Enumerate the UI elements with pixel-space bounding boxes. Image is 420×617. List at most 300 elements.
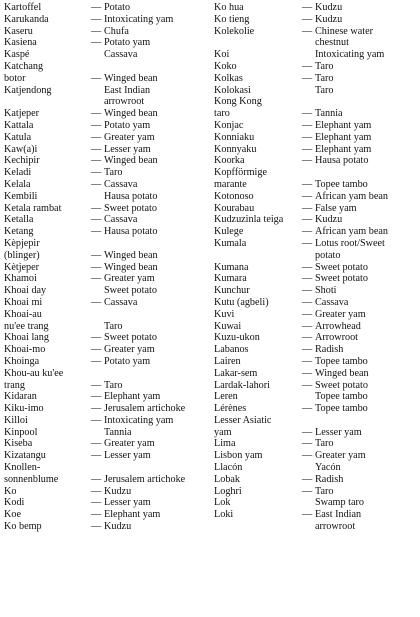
entry-term: Lakar-sem xyxy=(214,367,258,379)
entry-dash: — xyxy=(91,119,102,131)
glossary-entry xyxy=(214,191,418,203)
glossary-entry xyxy=(4,37,212,49)
entry-term: Keladi xyxy=(4,167,32,179)
entry-meaning: Elephant yam xyxy=(315,119,372,131)
entry-term: Kinpool xyxy=(4,426,38,438)
glossary-entry xyxy=(214,61,418,73)
entry-dash: — xyxy=(302,60,313,72)
entry-meaning: Tannia xyxy=(315,108,343,120)
glossary-entry xyxy=(4,521,212,533)
entry-dash: — xyxy=(302,72,313,84)
right-column xyxy=(214,2,418,533)
glossary-entry xyxy=(214,132,418,144)
entry-meaning: Arrowhead xyxy=(315,320,361,332)
entry-term: Kumala xyxy=(214,237,247,249)
entry-meaning: Taro xyxy=(315,84,334,96)
entry-meaning: Shoti xyxy=(315,285,337,297)
entry-meaning: Winged bean xyxy=(104,155,158,167)
entry-meaning: Cassava xyxy=(104,296,138,308)
entry-term: sonnenblume xyxy=(4,473,59,485)
entry-dash: — xyxy=(302,450,313,462)
entry-meaning: Chinese water xyxy=(315,25,373,37)
entry-meaning: African yam bean xyxy=(315,190,388,202)
glossary-entry xyxy=(4,427,212,439)
entry-dash: — xyxy=(302,355,313,367)
entry-dash: — xyxy=(302,308,313,320)
entry-term: nu'ee trang xyxy=(4,320,49,332)
glossary-entry xyxy=(4,179,212,191)
entry-term: Koe xyxy=(4,509,21,521)
entry-term: Koi xyxy=(214,49,230,61)
entry-dash: — xyxy=(91,72,102,84)
entry-term: yam xyxy=(214,426,232,438)
entry-term: Konniaku xyxy=(214,131,255,143)
entry-meaning: Potato yam xyxy=(104,119,151,131)
entry-term: Kaspé xyxy=(4,49,30,61)
entry-term: Khoinga xyxy=(4,355,40,367)
entry-term: Ketang xyxy=(4,226,34,238)
entry-meaning: Topee tambo xyxy=(315,391,368,403)
entry-meaning: Taro xyxy=(315,438,334,450)
glossary-entry xyxy=(4,108,212,120)
glossary-entry xyxy=(4,450,212,462)
entry-term: Llacón xyxy=(214,462,243,474)
glossary-entry xyxy=(4,132,212,144)
entry-meaning: East Indian xyxy=(315,509,362,521)
glossary-entry xyxy=(214,144,418,156)
entry-term: Ko tieng xyxy=(214,13,250,25)
glossary-entry xyxy=(214,403,418,415)
entry-dash: — xyxy=(91,13,102,25)
entry-meaning: Hausa potato xyxy=(104,226,158,238)
entry-meaning: Yacón xyxy=(315,462,341,474)
glossary-entry xyxy=(4,120,212,132)
entry-meaning: Hausa potato xyxy=(315,155,369,167)
entry-term: Koko xyxy=(214,60,237,72)
glossary-entry xyxy=(214,380,418,392)
entry-meaning: Potato yam xyxy=(104,355,151,367)
glossary-entry xyxy=(4,214,212,226)
entry-meaning: Taro xyxy=(315,72,334,84)
entry-dash: — xyxy=(91,155,102,167)
entry-meaning: Taro xyxy=(104,167,123,179)
entry-meaning: Lesser yam xyxy=(104,143,151,155)
entry-meaning: Sweet potato xyxy=(315,273,368,285)
entry-term: Kartoffel xyxy=(4,2,42,13)
entry-term: Khoai day xyxy=(4,285,47,297)
entry-dash: — xyxy=(91,379,102,391)
entry-meaning: Potato yam xyxy=(104,37,151,49)
entry-term: Karukanda xyxy=(4,13,49,25)
entry-dash: — xyxy=(302,237,313,249)
glossary-entry xyxy=(214,179,418,191)
entry-dash: — xyxy=(302,13,313,25)
entry-meaning: Sweet potato xyxy=(104,285,157,297)
glossary-entry xyxy=(4,497,212,509)
entry-term: Khoai lang xyxy=(4,332,49,344)
entry-meaning: Cassava xyxy=(104,49,138,61)
entry-term: marante xyxy=(214,178,247,190)
entry-dash: — xyxy=(91,438,102,450)
entry-meaning: potato xyxy=(315,249,341,261)
entry-dash: — xyxy=(302,285,313,297)
entry-dash: — xyxy=(91,273,102,285)
entry-dash: — xyxy=(302,178,313,190)
entry-dash: — xyxy=(302,273,313,285)
glossary-entry xyxy=(214,321,418,333)
entry-meaning: Hausa potato xyxy=(104,190,158,202)
entry-term: Lairen xyxy=(214,355,241,367)
entry-term: Konjac xyxy=(214,119,244,131)
entry-dash: — xyxy=(91,131,102,143)
entry-term: Kasiena xyxy=(4,37,37,49)
glossary-entry xyxy=(4,391,212,403)
entry-term: Knollen- xyxy=(4,462,41,474)
entry-meaning: Intoxicating yam xyxy=(104,13,174,25)
entry-dash: — xyxy=(91,202,102,214)
entry-dash: — xyxy=(91,509,102,521)
entry-meaning: Swamp taro xyxy=(315,497,364,509)
entry-term: Kiseba xyxy=(4,438,33,450)
entry-meaning: Cassava xyxy=(315,296,349,308)
entry-meaning: False yam xyxy=(315,202,357,214)
entry-dash: — xyxy=(302,367,313,379)
entry-meaning: Greater yam xyxy=(104,131,155,143)
entry-term: Ko bemp xyxy=(4,521,42,533)
entry-meaning: African yam bean xyxy=(315,226,388,238)
glossary-entry xyxy=(4,238,212,250)
glossary-entry xyxy=(214,309,418,321)
entry-term: Kaseru xyxy=(4,25,33,37)
entry-term: Lérènes xyxy=(214,403,247,415)
glossary-entry xyxy=(4,438,212,450)
entry-term: Killoi xyxy=(4,414,28,426)
entry-term: Lisbon yam xyxy=(214,450,263,462)
glossary-entry xyxy=(4,155,212,167)
entry-dash: — xyxy=(302,438,313,450)
entry-meaning: Kudzu xyxy=(315,214,343,226)
entry-term: Kong Kong xyxy=(214,96,262,108)
entry-term: Kudzuzinla teiga xyxy=(214,214,284,226)
entry-meaning: Cassava xyxy=(104,214,138,226)
glossary-entry xyxy=(4,486,212,498)
entry-meaning: Radish xyxy=(315,473,344,485)
entry-dash: — xyxy=(302,332,313,344)
entry-meaning: Elephant yam xyxy=(315,131,372,143)
entry-meaning: Radish xyxy=(315,344,344,356)
glossary-entry xyxy=(214,391,418,403)
entry-term: Katjendong xyxy=(4,84,52,96)
entry-meaning: Intoxicating yam xyxy=(104,414,174,426)
entry-term: Kopfförmige xyxy=(214,167,268,179)
entry-meaning: Winged bean xyxy=(104,108,158,120)
glossary-entry xyxy=(4,380,212,392)
entry-dash: — xyxy=(91,108,102,120)
glossary-entry xyxy=(214,344,418,356)
entry-term: Kembili xyxy=(4,190,38,202)
entry-dash: — xyxy=(91,414,102,426)
glossary-entry xyxy=(214,262,418,274)
entry-meaning: Jerusalem artichoke xyxy=(104,473,186,485)
entry-dash: — xyxy=(302,473,313,485)
entry-term: Koorka xyxy=(214,155,245,167)
entry-term: Khou-au ku'ee xyxy=(4,367,64,379)
entry-meaning: Winged bean xyxy=(104,261,158,273)
entry-meaning: Kudzu xyxy=(104,485,132,497)
entry-meaning: Greater yam xyxy=(104,273,155,285)
entry-term: Kotonoso xyxy=(214,190,254,202)
entry-term: Loghri xyxy=(214,485,242,497)
entry-dash: — xyxy=(302,226,313,238)
glossary-entry xyxy=(214,26,418,38)
entry-dash: — xyxy=(302,108,313,120)
glossary-entry xyxy=(214,356,418,368)
entry-dash: — xyxy=(302,403,313,415)
entry-meaning: Sweet potato xyxy=(315,379,368,391)
entry-meaning: Lesser yam xyxy=(104,450,151,462)
glossary-entry xyxy=(4,26,212,38)
glossary-entry xyxy=(214,226,418,238)
entry-dash: — xyxy=(91,296,102,308)
entry-dash: — xyxy=(302,190,313,202)
entry-term: taro xyxy=(214,108,230,120)
entry-term: Kaw(a)i xyxy=(4,143,38,155)
entry-term: Labanos xyxy=(214,344,249,356)
entry-dash: — xyxy=(302,119,313,131)
entry-term: Kelala xyxy=(4,178,31,190)
entry-term: Kuwai xyxy=(214,320,242,332)
entry-meaning: Lesser yam xyxy=(315,426,362,438)
entry-term: Kizatangu xyxy=(4,450,46,462)
entry-meaning: Winged bean xyxy=(104,72,158,84)
glossary-entry xyxy=(214,368,418,380)
entry-meaning: Greater yam xyxy=(104,438,155,450)
entry-meaning: Kudzu xyxy=(104,521,132,533)
entry-dash: — xyxy=(91,226,102,238)
entry-meaning: Taro xyxy=(104,379,123,391)
entry-term: Lobak xyxy=(214,473,241,485)
entry-dash: — xyxy=(91,2,102,13)
entry-dash: — xyxy=(302,296,313,308)
glossary-entry xyxy=(4,309,212,321)
entry-term: Kechipir xyxy=(4,155,40,167)
glossary-entry xyxy=(214,509,418,521)
left-column xyxy=(4,2,212,533)
entry-dash: — xyxy=(302,2,313,13)
entry-term: Kutu (agbeli) xyxy=(214,296,269,308)
glossary-entry xyxy=(4,203,212,215)
entry-dash: — xyxy=(302,25,313,37)
entry-term: (blinger) xyxy=(4,249,40,261)
glossary-entry xyxy=(4,61,212,73)
glossary-entry xyxy=(4,14,212,26)
glossary-entry xyxy=(214,14,418,26)
entry-dash: — xyxy=(91,355,102,367)
glossary-entry xyxy=(4,297,212,309)
entry-meaning: Greater yam xyxy=(315,450,366,462)
entry-term: Kumara xyxy=(214,273,247,285)
entry-term: Kumana xyxy=(214,261,249,273)
glossary-entry xyxy=(214,155,418,167)
entry-dash: — xyxy=(91,485,102,497)
entry-term: Khoai mi xyxy=(4,296,43,308)
entry-dash: — xyxy=(91,403,102,415)
entry-term: Kunchur xyxy=(214,285,250,297)
entry-term: Lardak-lahori xyxy=(214,379,271,391)
entry-dash: — xyxy=(302,155,313,167)
entry-meaning: Taro xyxy=(315,60,334,72)
glossary-entry xyxy=(214,486,418,498)
entry-meaning: East Indian xyxy=(104,84,151,96)
entry-dash: — xyxy=(91,249,102,261)
entry-dash: — xyxy=(302,202,313,214)
entry-term: trang xyxy=(4,379,25,391)
entry-dash: — xyxy=(302,426,313,438)
entry-meaning: Cassava xyxy=(104,178,138,190)
glossary-entry xyxy=(214,2,418,14)
glossary-entry xyxy=(214,285,418,297)
entry-term: Lima xyxy=(214,438,236,450)
entry-dash: — xyxy=(91,332,102,344)
glossary-entry xyxy=(214,450,418,462)
glossary-entry xyxy=(4,85,212,97)
glossary-entry xyxy=(4,49,212,61)
glossary-entry xyxy=(214,85,418,97)
glossary-entry xyxy=(4,415,212,427)
entry-meaning: Winged bean xyxy=(315,367,369,379)
glossary-entry xyxy=(4,226,212,238)
glossary-entry xyxy=(214,238,418,250)
entry-meaning: Sweet potato xyxy=(315,261,368,273)
entry-meaning: Topee tambo xyxy=(315,355,368,367)
entry-dash: — xyxy=(91,261,102,273)
entry-term: Ko xyxy=(4,485,17,497)
entry-term: Kolekolie xyxy=(214,25,255,37)
entry-meaning: Taro xyxy=(315,485,334,497)
glossary-entry xyxy=(214,427,418,439)
entry-dash: — xyxy=(302,485,313,497)
entry-meaning: Lesser yam xyxy=(104,497,151,509)
entry-term: Kolkas xyxy=(214,72,243,84)
glossary-entry xyxy=(214,474,418,486)
entry-dash: — xyxy=(302,320,313,332)
glossary-entry xyxy=(214,120,418,132)
entry-term: Khoai-au xyxy=(4,308,42,320)
entry-dash: — xyxy=(302,214,313,226)
entry-dash: — xyxy=(91,167,102,179)
entry-meaning: Winged bean xyxy=(104,249,158,261)
entry-dash: — xyxy=(91,473,102,485)
entry-meaning: Elephant yam xyxy=(104,391,161,403)
glossary-entry xyxy=(214,250,418,262)
glossary-entry xyxy=(4,462,212,474)
entry-dash: — xyxy=(302,509,313,521)
entry-term: Kètjeper xyxy=(4,261,40,273)
entry-dash: — xyxy=(302,261,313,273)
entry-term: Kulege xyxy=(214,226,244,238)
entry-term: botor xyxy=(4,72,26,84)
entry-meaning: Topee tambo xyxy=(315,403,368,415)
glossary-entry xyxy=(4,250,212,262)
entry-term: Kuzu-ukon xyxy=(214,332,260,344)
entry-meaning: chestnut xyxy=(315,37,349,49)
glossary-entry xyxy=(4,144,212,156)
glossary-entry xyxy=(4,403,212,415)
glossary-entry xyxy=(214,415,418,427)
entry-meaning: arrowroot xyxy=(104,96,145,108)
entry-meaning: Arrowroot xyxy=(315,332,359,344)
entry-meaning: Elephant yam xyxy=(315,143,372,155)
entry-dash: — xyxy=(91,37,102,49)
glossary-entry xyxy=(4,474,212,486)
entry-meaning: Jerusalem artichoke xyxy=(104,403,186,415)
entry-term: Lok xyxy=(214,497,231,509)
entry-dash: — xyxy=(91,521,102,533)
entry-term: Katula xyxy=(4,131,32,143)
entry-meaning: Lotus root/Sweet xyxy=(315,237,385,249)
glossary-entry xyxy=(4,191,212,203)
entry-term: Ko hua xyxy=(214,2,244,13)
entry-dash: — xyxy=(91,391,102,403)
glossary-entry xyxy=(4,509,212,521)
glossary-entry xyxy=(214,497,418,509)
entry-term: Kuvi xyxy=(214,308,235,320)
entry-term: Kodi xyxy=(4,497,25,509)
entry-meaning: Topee tambo xyxy=(315,178,368,190)
entry-dash: — xyxy=(91,143,102,155)
glossary-entry xyxy=(4,273,212,285)
entry-dash: — xyxy=(302,344,313,356)
entry-meaning: Greater yam xyxy=(104,344,155,356)
entry-term: Konnyaku xyxy=(214,143,257,155)
entry-meaning: Kudzu xyxy=(315,13,343,25)
glossary-entry xyxy=(214,214,418,226)
glossary-entry xyxy=(214,203,418,215)
entry-term: Kattala xyxy=(4,119,34,131)
glossary-entry xyxy=(214,49,418,61)
glossary-entry xyxy=(4,344,212,356)
glossary-entry xyxy=(4,368,212,380)
glossary-entry xyxy=(214,167,418,179)
entry-dash: — xyxy=(302,379,313,391)
entry-meaning: Kudzu xyxy=(315,2,343,13)
entry-term: Kourabau xyxy=(214,202,255,214)
entry-term: Ketala rambat xyxy=(4,202,62,214)
glossary-entry xyxy=(4,332,212,344)
glossary-entry xyxy=(214,73,418,85)
glossary-entry xyxy=(4,262,212,274)
glossary-entry xyxy=(4,167,212,179)
glossary-entry xyxy=(214,332,418,344)
entry-term: Kidaran xyxy=(4,391,37,403)
glossary-entry xyxy=(214,96,418,108)
entry-term: Leren xyxy=(214,391,238,403)
entry-term: Kèpjepir xyxy=(4,237,40,249)
entry-dash: — xyxy=(91,450,102,462)
entry-term: Kolokasi xyxy=(214,84,251,96)
entry-meaning: Potato xyxy=(104,2,131,13)
glossary-entry xyxy=(214,37,418,49)
entry-term: Katchang xyxy=(4,60,44,72)
entry-meaning: Chufa xyxy=(104,25,129,37)
entry-dash: — xyxy=(91,214,102,226)
entry-meaning: arrowroot xyxy=(315,521,356,533)
entry-meaning: Intoxicating yam xyxy=(315,49,385,61)
glossary-entry xyxy=(4,73,212,85)
glossary-entry xyxy=(214,297,418,309)
glossary-entry xyxy=(214,273,418,285)
glossary-entry xyxy=(214,462,418,474)
